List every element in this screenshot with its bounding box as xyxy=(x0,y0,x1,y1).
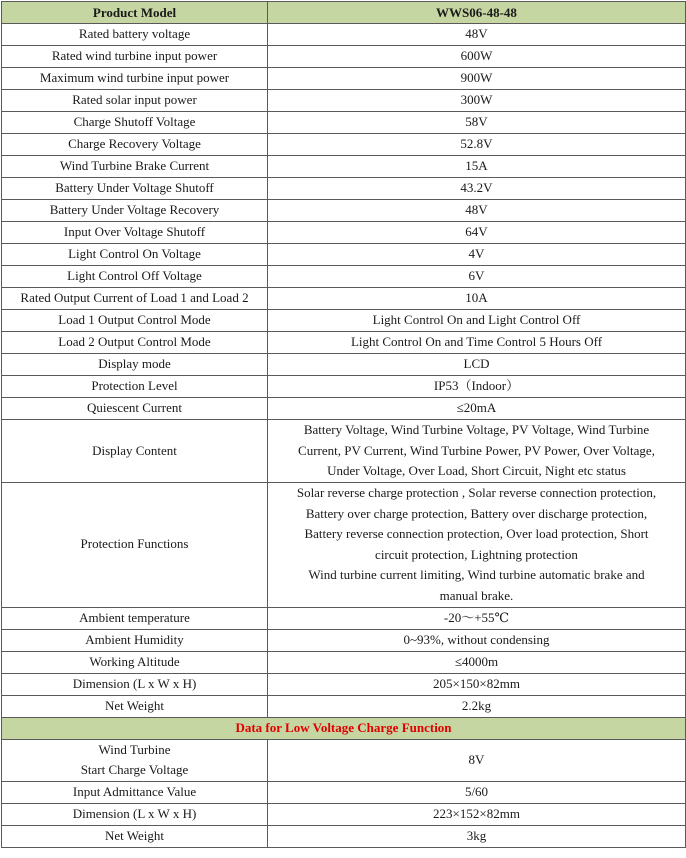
row-label: Light Control On Voltage xyxy=(2,244,268,266)
section-title: Data for Low Voltage Charge Function xyxy=(2,717,686,739)
display-content-value xyxy=(268,420,686,483)
start-charge-label-line: Wind Turbine xyxy=(98,741,171,757)
protection-line: Solar reverse charge protection , Solar reverse connection protection, xyxy=(296,485,657,500)
row-value: 300W xyxy=(268,90,686,112)
display-content-label: Display Content xyxy=(2,420,268,483)
row-value: 600W xyxy=(268,46,686,68)
table-row xyxy=(2,156,686,178)
row-label: Net Weight xyxy=(2,825,268,847)
row-value: Light Control On and Time Control 5 Hours Off xyxy=(268,332,686,354)
row-value: 900W xyxy=(268,68,686,90)
row-label: Display mode xyxy=(2,354,268,376)
table-row xyxy=(2,112,686,134)
protection-line: Battery reverse connection protection, Over load protection, Short xyxy=(304,526,649,542)
row-value: 205×150×82mm xyxy=(268,673,686,695)
row-label: Net Weight xyxy=(2,695,268,717)
section-header-row xyxy=(2,717,686,739)
row-value: 2.2kg xyxy=(268,695,686,717)
row-label: Rated solar input power xyxy=(2,90,268,112)
protection-line: Battery over charge protection, Battery over discharge protection, xyxy=(305,505,648,521)
row-label: Working Altitude xyxy=(2,651,268,673)
row-label: Battery Under Voltage Shutoff xyxy=(2,178,268,200)
display-content-line: Battery Voltage, Wind Turbine Voltage, PV Voltage, Wind Turbine xyxy=(303,422,650,437)
table-row xyxy=(2,178,686,200)
row-value: 15A xyxy=(268,156,686,178)
row-label: Charge Shutoff Voltage xyxy=(2,112,268,134)
table-row xyxy=(2,825,686,847)
row-value: 10A xyxy=(268,288,686,310)
row-label: Wind Turbine Brake Current xyxy=(2,156,268,178)
table-row xyxy=(2,376,686,398)
table-row xyxy=(2,310,686,332)
start-charge-label xyxy=(2,739,268,781)
row-value: IP53（Indoor） xyxy=(268,376,686,398)
row-value: -20～+55℃ xyxy=(268,607,686,629)
row-label: Load 2 Output Control Mode xyxy=(2,332,268,354)
protection-line: Wind turbine current limiting, Wind turbine automatic brake and xyxy=(308,567,645,583)
row-label: Protection Level xyxy=(2,376,268,398)
row-label: Charge Recovery Voltage xyxy=(2,134,268,156)
row-value: 48V xyxy=(268,200,686,222)
table-row xyxy=(2,90,686,112)
table-row xyxy=(2,200,686,222)
table-row xyxy=(2,24,686,46)
protection-line: circuit protection, Lightning protection xyxy=(375,546,578,562)
row-value: 52.8V xyxy=(268,134,686,156)
row-label: Input Admittance Value xyxy=(2,781,268,803)
table-row xyxy=(2,695,686,717)
row-value: Light Control On and Light Control Off xyxy=(268,310,686,332)
row-value: ≤4000m xyxy=(268,651,686,673)
table-row xyxy=(2,266,686,288)
table-row xyxy=(2,222,686,244)
table-row xyxy=(2,651,686,673)
row-value: 6V xyxy=(268,266,686,288)
header-product-model: Product Model xyxy=(2,2,268,24)
row-label: Ambient Humidity xyxy=(2,629,268,651)
row-value: 4V xyxy=(268,244,686,266)
row-label: Rated wind turbine input power xyxy=(2,46,268,68)
table-row xyxy=(2,781,686,803)
start-charge-label-line: Start Charge Voltage xyxy=(80,762,189,778)
protection-functions-value xyxy=(268,482,686,607)
row-label: Load 1 Output Control Mode xyxy=(2,310,268,332)
row-label: Light Control Off Voltage xyxy=(2,266,268,288)
row-label: Dimension (L x W x H) xyxy=(2,803,268,825)
row-value: 48V xyxy=(268,24,686,46)
row-value: 223×152×82mm xyxy=(268,803,686,825)
table-row xyxy=(2,354,686,376)
start-charge-row xyxy=(2,739,686,781)
display-content-line: Current, PV Current, Wind Turbine Power, PV Power, Over Voltage, xyxy=(298,442,655,458)
row-label: Rated Output Current of Load 1 and Load 2 xyxy=(2,288,268,310)
row-label: Maximum wind turbine input power xyxy=(2,68,268,90)
row-label: Input Over Voltage Shutoff xyxy=(2,222,268,244)
table-row xyxy=(2,244,686,266)
table-row xyxy=(2,629,686,651)
table-row xyxy=(2,46,686,68)
table-row xyxy=(2,803,686,825)
protection-functions-row xyxy=(2,482,686,607)
table-row xyxy=(2,607,686,629)
row-value: ≤20mA xyxy=(268,398,686,420)
row-label: Battery Under Voltage Recovery xyxy=(2,200,268,222)
row-value: 5/60 xyxy=(268,781,686,803)
start-charge-value: 8V xyxy=(268,739,686,781)
row-value: 64V xyxy=(268,222,686,244)
row-value: 0~93%, without condensing xyxy=(268,629,686,651)
spec-table xyxy=(1,1,686,848)
protection-line: manual brake. xyxy=(439,587,514,603)
protection-functions-label: Protection Functions xyxy=(2,482,268,607)
row-value: LCD xyxy=(268,354,686,376)
row-label: Rated battery voltage xyxy=(2,24,268,46)
row-value: 58V xyxy=(268,112,686,134)
row-label: Quiescent Current xyxy=(2,398,268,420)
row-value: 3kg xyxy=(268,825,686,847)
header-model-number: WWS06-48-48 xyxy=(268,2,686,24)
table-row xyxy=(2,332,686,354)
table-row xyxy=(2,673,686,695)
row-label: Dimension (L x W x H) xyxy=(2,673,268,695)
table-row xyxy=(2,398,686,420)
table-row xyxy=(2,68,686,90)
display-content-line: Under Voltage, Over Load, Short Circuit, Night etc status xyxy=(327,463,626,479)
row-value: 43.2V xyxy=(268,178,686,200)
table-row xyxy=(2,288,686,310)
table-row xyxy=(2,134,686,156)
header-row xyxy=(2,2,686,24)
row-label: Ambient temperature xyxy=(2,607,268,629)
display-content-row xyxy=(2,420,686,483)
